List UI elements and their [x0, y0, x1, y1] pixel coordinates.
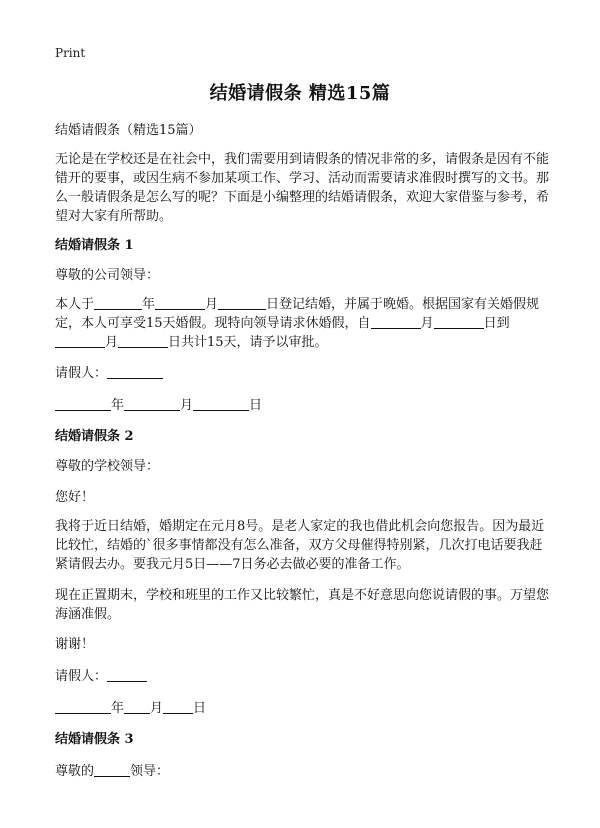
date-year-label: 年 — [111, 398, 125, 413]
s1-text-f: 日到 — [483, 316, 510, 331]
s1-text-h: 日共计15天，请予以审批。 — [168, 335, 328, 350]
page-title: 结婚请假条 精选15篇 — [209, 83, 391, 104]
s1-text-b: 年 — [142, 297, 156, 312]
s1-text-c: 月 — [205, 297, 219, 312]
section-1-body — [55, 295, 549, 352]
intro-paragraph: 无论是在学校还是在社会中，我们需要用到请假条的情况非常的多，请假条是因有不能错开的要事，或因生病不参加某项工作、学习、活动而需要请求准假时撰写的文书。那么一般请假条是怎么写的呢？下面是小编整理的结婚请假条，欢迎大家借鉴与参考，希望对大家有所帮助。 — [55, 152, 550, 224]
print-link[interactable]: Print — [55, 46, 86, 60]
s3-salutation-b: 领导： — [130, 764, 170, 779]
subtitle: 结婚请假条（精选15篇） — [55, 123, 202, 138]
blank-applicant-2 — [107, 667, 147, 682]
s1-text-d: 日登记结婚，并属于晚婚。根据国家有关婚假规定，本人可享受15天婚假。现特向领导请求休婚假，自 — [55, 297, 540, 331]
section-2-thanks: 谢谢！ — [55, 637, 95, 652]
date-month-label-2: 月 — [150, 701, 164, 716]
blank-date-year — [55, 396, 111, 411]
blank-year — [94, 295, 142, 310]
date-day-label: 日 — [249, 398, 263, 413]
blank-date-month — [124, 396, 180, 411]
blank-to-day — [118, 333, 168, 348]
section-2-applicant — [55, 667, 549, 686]
applicant-label: 请假人： — [55, 366, 108, 381]
section-1-heading: 结婚请假条 1 — [55, 238, 134, 253]
blank-from-day — [434, 314, 484, 329]
section-1-date — [55, 396, 549, 415]
section-2-date — [55, 699, 549, 718]
s1-text-e: 月 — [420, 316, 434, 331]
section-2-salutation: 尊敬的学校领导： — [55, 459, 160, 474]
blank-unit — [94, 762, 130, 777]
section-3-salutation — [55, 762, 549, 781]
blank-date-day-2 — [163, 699, 193, 714]
blank-applicant — [107, 364, 163, 379]
section-2-paragraph-2: 现在正置期末，学校和班里的工作又比较繁忙，真是不好意思向您说请假的事。万望您海涵准假。 — [55, 588, 550, 622]
blank-date-year-2 — [55, 699, 111, 714]
section-3-heading: 结婚请假条 3 — [55, 732, 134, 747]
date-month-label: 月 — [180, 398, 194, 413]
blank-month — [155, 295, 205, 310]
date-year-label-2: 年 — [111, 701, 125, 716]
section-2-paragraph-1: 我将于近日结婚，婚期定在元月8号。是老人家定的我也借此机会向您报告。因为最近比较忙，结婚的`很多事情都没有怎么准备，双方父母催得特别紧，几次打电话要我赶紧请假去办。要我元月5日——7日务必去做必要的准备工作。 — [55, 519, 545, 572]
section-2-greeting: 您好！ — [55, 490, 95, 505]
applicant-label-2: 请假人： — [55, 669, 108, 684]
s1-text-a: 本人于 — [55, 297, 95, 312]
s3-salutation-a: 尊敬的 — [55, 764, 95, 779]
blank-date-month-2 — [124, 699, 150, 714]
blank-date-day — [193, 396, 249, 411]
date-day-label-2: 日 — [193, 701, 207, 716]
section-2-heading: 结婚请假条 2 — [55, 429, 134, 444]
blank-day — [218, 295, 266, 310]
s1-text-g: 月 — [105, 335, 119, 350]
blank-to-month — [55, 333, 105, 348]
section-1-salutation: 尊敬的公司领导： — [55, 268, 160, 283]
blank-from-month — [371, 314, 421, 329]
section-1-applicant — [55, 364, 549, 383]
